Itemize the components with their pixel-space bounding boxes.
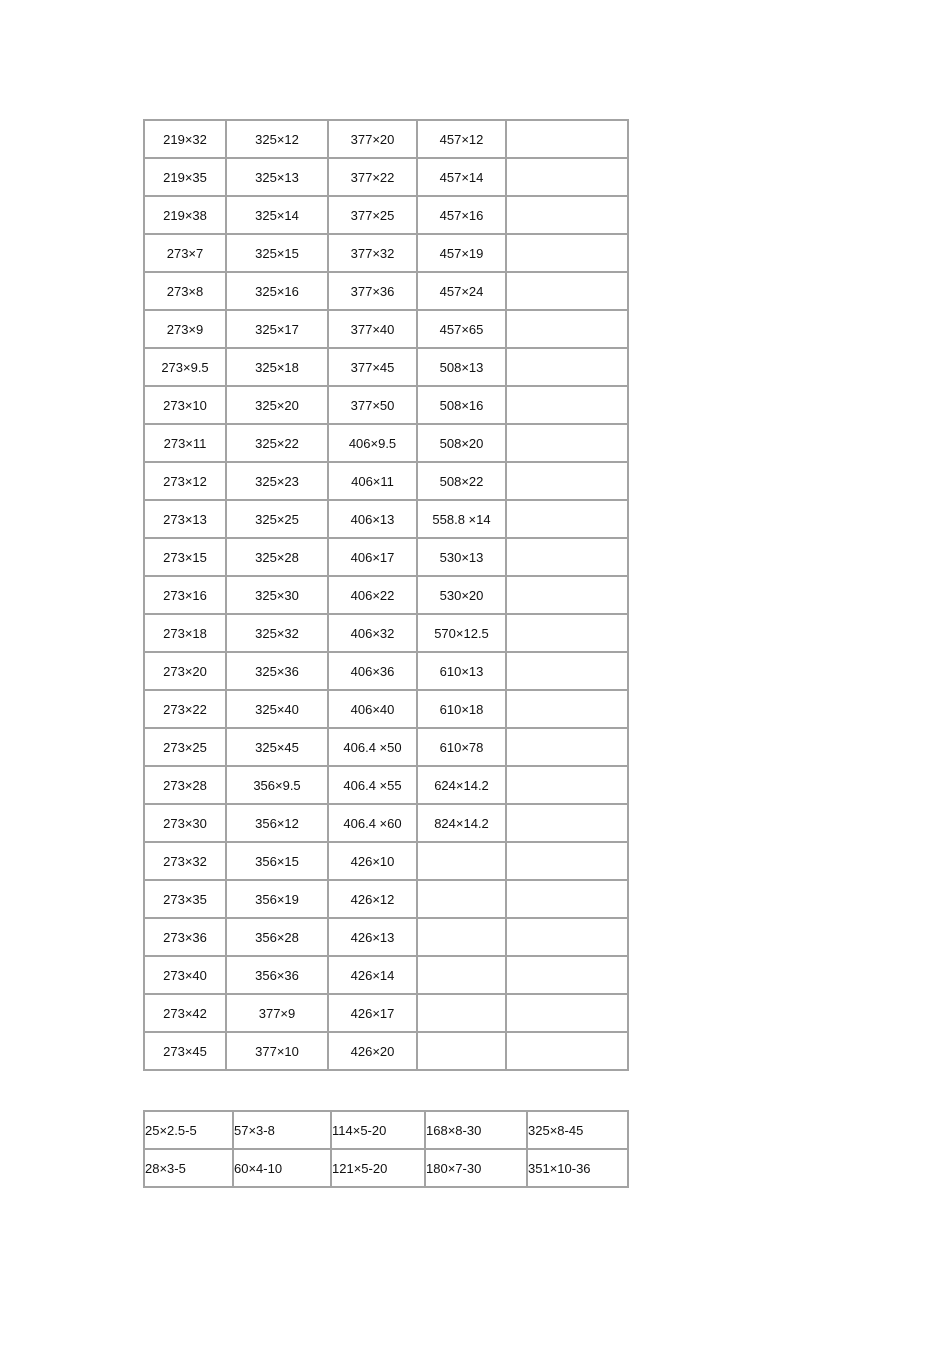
table-cell: 356×19 [226, 880, 328, 918]
table-cell: 377×32 [328, 234, 417, 272]
table-cell: 377×10 [226, 1032, 328, 1070]
table-cell: 406×9.5 [328, 424, 417, 462]
range-row [144, 1149, 628, 1187]
table-cell: 325×18 [226, 348, 328, 386]
table-cell: 325×22 [226, 424, 328, 462]
table-cell: 406×36 [328, 652, 417, 690]
table-cell: 406.4 ×60 [328, 804, 417, 842]
range-cell: 57×3-8 [233, 1111, 331, 1149]
table-cell: 219×35 [144, 158, 226, 196]
table-row [144, 538, 628, 576]
table-cell: 377×25 [328, 196, 417, 234]
table-cell [506, 424, 628, 462]
table-row [144, 196, 628, 234]
table-row [144, 234, 628, 272]
table-cell: 325×12 [226, 120, 328, 158]
table-cell: 273×8 [144, 272, 226, 310]
table-row [144, 576, 628, 614]
table-cell [506, 880, 628, 918]
table-cell: 273×22 [144, 690, 226, 728]
table-cell: 426×17 [328, 994, 417, 1032]
pipe-size-table [143, 119, 629, 1071]
table-cell: 530×20 [417, 576, 506, 614]
table-cell: 824×14.2 [417, 804, 506, 842]
table-cell: 356×12 [226, 804, 328, 842]
table-cell: 610×78 [417, 728, 506, 766]
table-cell: 273×10 [144, 386, 226, 424]
table-cell: 377×22 [328, 158, 417, 196]
table-cell [506, 500, 628, 538]
table-cell [506, 234, 628, 272]
table-cell: 377×40 [328, 310, 417, 348]
table-cell: 570×12.5 [417, 614, 506, 652]
table-cell: 457×12 [417, 120, 506, 158]
table-cell: 325×32 [226, 614, 328, 652]
table-cell: 406×40 [328, 690, 417, 728]
table-cell [506, 386, 628, 424]
table-cell [506, 1032, 628, 1070]
table-cell: 508×13 [417, 348, 506, 386]
table-cell [506, 196, 628, 234]
table-cell: 406×11 [328, 462, 417, 500]
table-cell: 457×19 [417, 234, 506, 272]
table-cell [506, 766, 628, 804]
table-row [144, 918, 628, 956]
table-cell: 273×30 [144, 804, 226, 842]
table-row [144, 310, 628, 348]
table-cell: 426×13 [328, 918, 417, 956]
table-cell: 325×20 [226, 386, 328, 424]
table-cell [506, 804, 628, 842]
table-cell [506, 310, 628, 348]
table-row [144, 956, 628, 994]
table-cell [506, 842, 628, 880]
table-row [144, 120, 628, 158]
table-cell: 377×9 [226, 994, 328, 1032]
table-cell: 325×13 [226, 158, 328, 196]
table-cell: 273×9.5 [144, 348, 226, 386]
table-cell: 530×13 [417, 538, 506, 576]
range-cell: 28×3-5 [144, 1149, 233, 1187]
table-row [144, 842, 628, 880]
table-row [144, 1032, 628, 1070]
table-cell: 325×45 [226, 728, 328, 766]
table-row [144, 462, 628, 500]
table-cell: 273×9 [144, 310, 226, 348]
table-row [144, 652, 628, 690]
table-cell [506, 994, 628, 1032]
table-cell: 624×14.2 [417, 766, 506, 804]
table-cell: 377×50 [328, 386, 417, 424]
table-cell: 356×36 [226, 956, 328, 994]
table-cell: 325×16 [226, 272, 328, 310]
table-cell [506, 120, 628, 158]
range-cell: 121×5-20 [331, 1149, 425, 1187]
table-cell: 406×17 [328, 538, 417, 576]
range-cell: 325×8-45 [527, 1111, 628, 1149]
table-cell: 273×32 [144, 842, 226, 880]
table-cell: 426×12 [328, 880, 417, 918]
table-cell: 273×25 [144, 728, 226, 766]
table-cell: 406×32 [328, 614, 417, 652]
table-cell [417, 956, 506, 994]
table-row [144, 766, 628, 804]
table-row [144, 994, 628, 1032]
table-row [144, 728, 628, 766]
table-cell [506, 614, 628, 652]
table-cell [506, 348, 628, 386]
table-row [144, 386, 628, 424]
table-cell: 457×16 [417, 196, 506, 234]
table-row [144, 804, 628, 842]
range-cell: 60×4-10 [233, 1149, 331, 1187]
table-cell: 273×40 [144, 956, 226, 994]
table-cell [417, 918, 506, 956]
table-cell [417, 842, 506, 880]
table-cell: 325×14 [226, 196, 328, 234]
table-cell: 325×15 [226, 234, 328, 272]
table-cell: 406×22 [328, 576, 417, 614]
table-cell: 508×20 [417, 424, 506, 462]
table-cell: 377×20 [328, 120, 417, 158]
table-cell: 356×28 [226, 918, 328, 956]
table-cell: 219×38 [144, 196, 226, 234]
table-cell: 356×9.5 [226, 766, 328, 804]
range-row [144, 1111, 628, 1149]
table-cell: 406.4 ×55 [328, 766, 417, 804]
table-cell [506, 728, 628, 766]
table-cell: 273×15 [144, 538, 226, 576]
table-cell: 377×45 [328, 348, 417, 386]
range-cell: 180×7-30 [425, 1149, 527, 1187]
table-cell: 273×36 [144, 918, 226, 956]
table-cell: 325×36 [226, 652, 328, 690]
table-cell: 273×13 [144, 500, 226, 538]
table-cell [506, 576, 628, 614]
table-row [144, 880, 628, 918]
table-cell: 610×13 [417, 652, 506, 690]
table-cell [506, 538, 628, 576]
table-cell [506, 158, 628, 196]
table-cell: 377×36 [328, 272, 417, 310]
table-cell [417, 880, 506, 918]
range-cell: 25×2.5-5 [144, 1111, 233, 1149]
table-row [144, 690, 628, 728]
table-cell: 508×22 [417, 462, 506, 500]
table-cell: 325×30 [226, 576, 328, 614]
table-cell [506, 918, 628, 956]
table-cell: 273×45 [144, 1032, 226, 1070]
table-row [144, 614, 628, 652]
table-cell: 273×42 [144, 994, 226, 1032]
table-cell: 610×18 [417, 690, 506, 728]
table-cell: 406×13 [328, 500, 417, 538]
table-cell: 273×18 [144, 614, 226, 652]
table-cell: 219×32 [144, 120, 226, 158]
range-cell: 351×10-36 [527, 1149, 628, 1187]
range-cell: 114×5-20 [331, 1111, 425, 1149]
table-cell: 356×15 [226, 842, 328, 880]
table-cell [417, 994, 506, 1032]
table-cell: 457×14 [417, 158, 506, 196]
table-row [144, 272, 628, 310]
table-row [144, 158, 628, 196]
table-cell: 325×40 [226, 690, 328, 728]
table-cell: 325×23 [226, 462, 328, 500]
table-cell: 426×10 [328, 842, 417, 880]
table-cell: 273×35 [144, 880, 226, 918]
table-cell: 406.4 ×50 [328, 728, 417, 766]
table-cell: 457×65 [417, 310, 506, 348]
table-row [144, 500, 628, 538]
table-cell: 273×12 [144, 462, 226, 500]
table-cell: 273×11 [144, 424, 226, 462]
table-cell [506, 652, 628, 690]
table-row [144, 348, 628, 386]
table-cell: 426×20 [328, 1032, 417, 1070]
table-cell: 273×20 [144, 652, 226, 690]
table-cell: 273×16 [144, 576, 226, 614]
pipe-range-table [143, 1110, 629, 1188]
table-cell: 325×28 [226, 538, 328, 576]
table-cell [417, 1032, 506, 1070]
table-cell: 558.8 ×14 [417, 500, 506, 538]
range-cell: 168×8-30 [425, 1111, 527, 1149]
table-cell: 325×25 [226, 500, 328, 538]
table-cell [506, 690, 628, 728]
table-cell: 426×14 [328, 956, 417, 994]
table-cell: 457×24 [417, 272, 506, 310]
table-cell: 508×16 [417, 386, 506, 424]
table-cell: 273×7 [144, 234, 226, 272]
table-row [144, 424, 628, 462]
table-cell: 273×28 [144, 766, 226, 804]
table-cell [506, 462, 628, 500]
table-cell [506, 956, 628, 994]
table-cell: 325×17 [226, 310, 328, 348]
table-cell [506, 272, 628, 310]
